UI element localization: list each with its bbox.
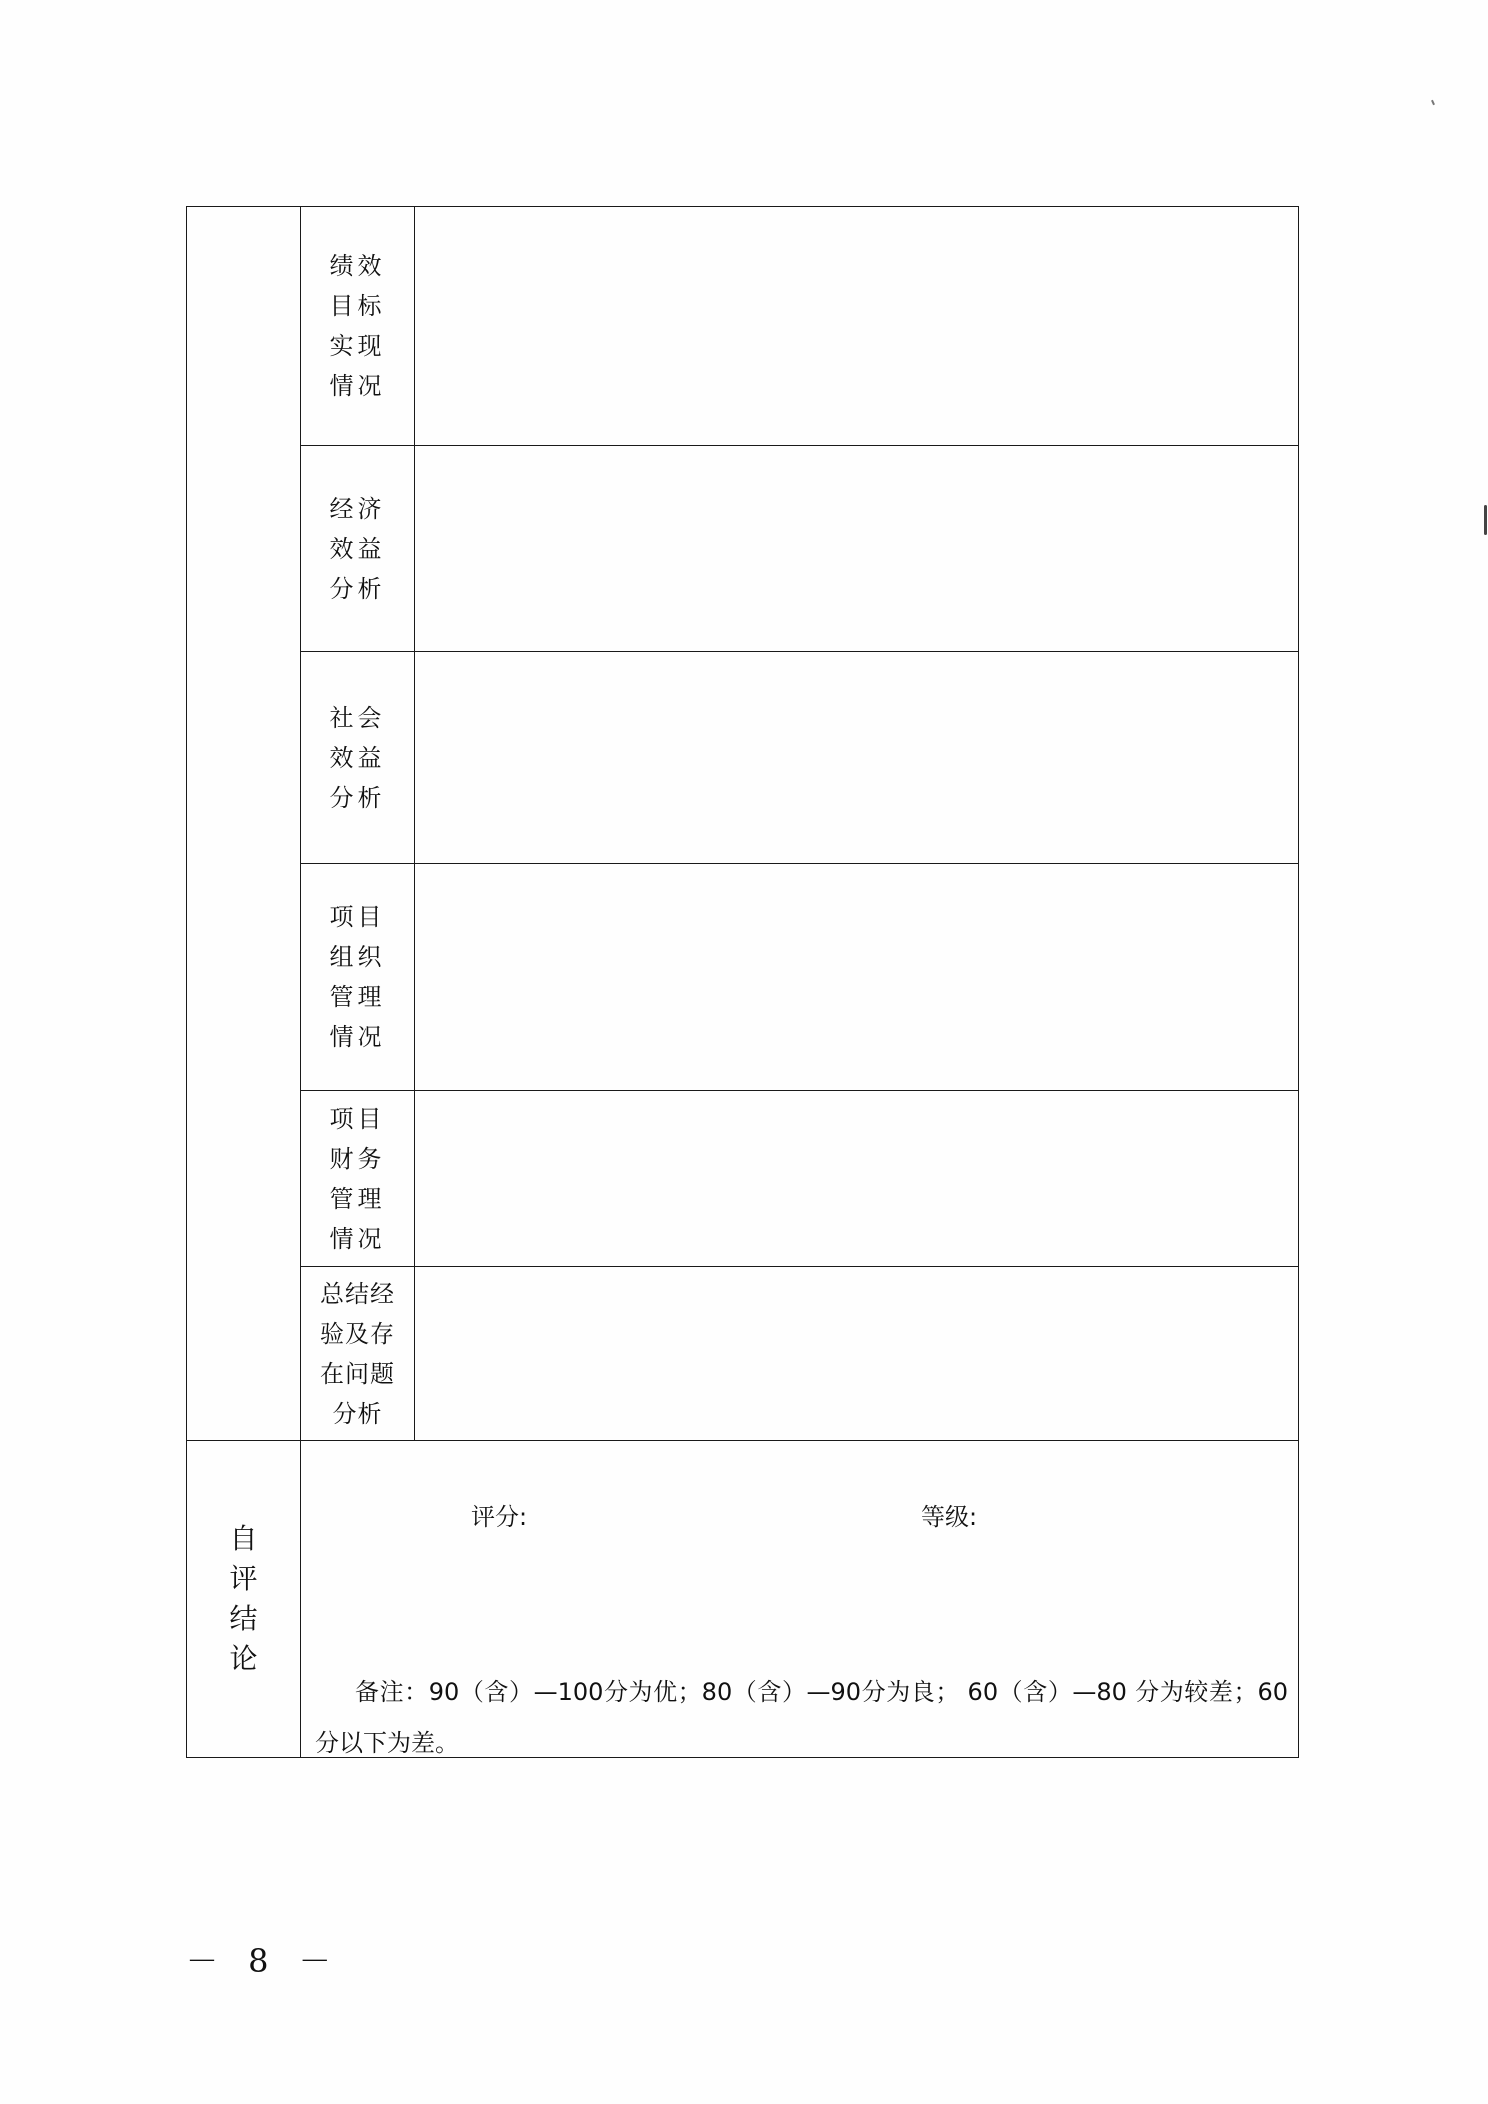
label-line: 总结经: [320, 1279, 395, 1308]
label-line: 分析: [332, 1399, 383, 1428]
form-row-performance-goals: [187, 207, 1299, 446]
label-line: 效益: [329, 534, 386, 563]
label-char: 论: [229, 1642, 258, 1675]
label-line: 实现: [329, 332, 386, 360]
row-label-economic-benefit: [301, 446, 415, 652]
content-summary[interactable]: [415, 1267, 1299, 1441]
content-project-finance[interactable]: [415, 1091, 1299, 1267]
row-label-performance-goals: [301, 207, 415, 446]
content-economic-benefit[interactable]: [415, 446, 1299, 652]
label-line: 项目: [329, 1104, 386, 1133]
label-line: 组织: [329, 943, 386, 971]
form-row-project-finance: [187, 1091, 1299, 1267]
label-line: 财务: [329, 1144, 386, 1173]
content-performance-goals[interactable]: [415, 207, 1299, 446]
form-row-project-organization: [187, 864, 1299, 1091]
self-conclusion-label: [187, 1441, 301, 1758]
label-char: 结: [229, 1602, 258, 1635]
label-line: 管理: [329, 1184, 386, 1213]
score-label: 评分:: [471, 1503, 528, 1531]
row-label-summary: [301, 1267, 415, 1441]
label-line: 项目: [329, 903, 386, 931]
form-row-summary: [187, 1267, 1299, 1441]
label-line: 分析: [329, 574, 386, 603]
form-row-economic-benefit: [187, 446, 1299, 652]
label-char: 自: [229, 1522, 258, 1555]
grade-label: 等级:: [921, 1503, 978, 1531]
scan-speck: [1431, 100, 1435, 105]
label-line: 验及存: [320, 1319, 395, 1348]
label-line: 管理: [329, 983, 386, 1011]
page-number: － 8 －: [186, 1942, 341, 1980]
grading-remark: 备注：90（含）—100分为优；80（含）—90分为良； 60（含）—80 分为较差；60分以下为差。: [315, 1678, 1288, 1757]
label-line: 情况: [329, 1023, 386, 1051]
self-conclusion-content[interactable]: [301, 1441, 1299, 1758]
content-social-benefit[interactable]: [415, 652, 1299, 864]
label-line: 经济: [329, 494, 386, 523]
outer-merged-cell: [187, 207, 301, 1441]
row-label-project-organization: [301, 864, 415, 1091]
scan-edge-mark: [1484, 505, 1487, 535]
label-line: 目标: [329, 292, 386, 320]
label-line: 分析: [329, 783, 386, 812]
label-char: 评: [229, 1562, 258, 1595]
label-line: 情况: [329, 372, 386, 400]
label-line: 在问题: [320, 1359, 395, 1388]
label-line: 情况: [329, 1224, 386, 1253]
form-row-self-conclusion: [187, 1441, 1299, 1758]
self-evaluation-form: [186, 206, 1299, 1758]
content-project-organization[interactable]: [415, 864, 1299, 1091]
row-label-social-benefit: [301, 652, 415, 864]
form-row-social-benefit: [187, 652, 1299, 864]
row-label-project-finance: [301, 1091, 415, 1267]
label-line: 绩效: [329, 252, 386, 280]
label-line: 效益: [329, 743, 386, 772]
label-line: 社会: [329, 703, 386, 732]
